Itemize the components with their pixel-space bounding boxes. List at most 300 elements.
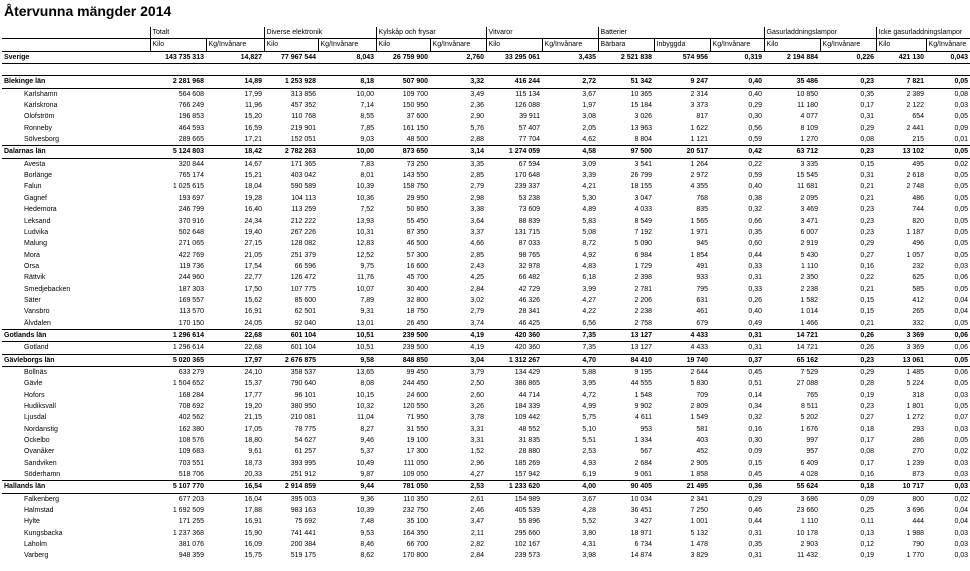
table-cell: 45 700 — [406, 274, 429, 282]
group-header: Batterier — [598, 27, 764, 39]
table-cell: 170 150 — [178, 319, 204, 327]
table-cell: 2,88 — [470, 136, 485, 144]
table-cell: 703 551 — [178, 459, 204, 467]
table-cell: 10 850 — [796, 90, 819, 98]
table-cell: 16,09 — [244, 541, 263, 549]
table-cell: 109 683 — [178, 448, 204, 456]
table-cell: 3 026 — [634, 113, 653, 121]
table-cell: 21,15 — [244, 414, 263, 422]
table-cell: 7,35 — [542, 329, 598, 341]
row-label: Avesta — [24, 160, 46, 168]
table-cell: 10 365 — [630, 90, 653, 98]
row-label: Bollnäs — [24, 368, 47, 376]
table-cell: 6 734 — [634, 541, 653, 549]
table-cell: 848 850 — [376, 354, 430, 366]
table-row — [2, 100, 970, 111]
region-row — [2, 146, 970, 158]
table-cell: 0,27 — [860, 414, 875, 422]
table-cell: 162 380 — [178, 425, 204, 433]
row-label: Mora — [24, 251, 40, 259]
table-cell: 0,21 — [860, 319, 875, 327]
table-cell: 0,56 — [748, 124, 763, 132]
table-cell: 39 911 — [519, 113, 541, 121]
table-cell: 0,12 — [860, 541, 875, 549]
table-cell: 9 195 — [634, 368, 653, 376]
table-cell: 0,05 — [954, 285, 969, 293]
unit-header: Kilo — [876, 39, 926, 51]
table-cell: 7,85 — [360, 124, 375, 132]
table-cell: 1 478 — [690, 541, 709, 549]
table-cell: 0,05 — [954, 172, 969, 180]
table-cell: 270 — [912, 448, 925, 456]
region-row — [2, 76, 970, 88]
table-cell: 28 341 — [518, 308, 541, 316]
table-cell: 1 334 — [634, 437, 653, 445]
table-cell: 4 611 — [635, 414, 653, 422]
table-cell: 0,23 — [860, 217, 875, 225]
table-cell: 3 335 — [800, 160, 819, 168]
table-cell: 2,50 — [470, 380, 485, 388]
table-cell: 10,51 — [356, 344, 375, 352]
table-cell: 7 529 — [800, 368, 819, 376]
table-cell: 3,35 — [470, 160, 485, 168]
table-cell: 35 100 — [406, 518, 429, 526]
table-cell: 1 485 — [906, 368, 925, 376]
table-cell: 87 350 — [406, 228, 429, 236]
table-row — [2, 123, 970, 134]
table-cell: 7,35 — [582, 344, 597, 352]
table-cell: 13 963 — [630, 124, 653, 132]
table-cell: 109 050 — [402, 471, 429, 479]
table-cell: 21,05 — [244, 251, 263, 259]
row-label: Borlänge — [24, 172, 53, 180]
row-label: Hylte — [24, 518, 40, 526]
table-cell: 13 061 — [876, 354, 926, 366]
table-cell: 421 130 — [876, 51, 926, 63]
table-cell: 0,18 — [860, 425, 875, 433]
table-cell: 0,35 — [748, 228, 763, 236]
table-cell: 193 697 — [178, 194, 204, 202]
table-cell: 2,53 — [430, 481, 486, 493]
table-cell: 5 124 803 — [150, 146, 206, 158]
table-cell: 507 900 — [376, 76, 430, 88]
table-cell: 0,06 — [954, 368, 969, 376]
table-cell: 246 799 — [178, 206, 204, 214]
table-cell: 8,27 — [360, 425, 375, 433]
unit-header: Kg/Invånare — [542, 39, 598, 51]
table-cell: 9,61 — [248, 448, 263, 456]
header-unit-row — [2, 39, 970, 51]
table-cell: 48 552 — [518, 425, 541, 433]
table-cell: 104 113 — [291, 194, 317, 202]
table-cell: 0,05 — [954, 228, 969, 236]
table-cell — [542, 64, 598, 76]
row-label: Ockelbo — [24, 437, 50, 445]
table-cell: 2 684 — [634, 459, 653, 467]
row-label: Hofors — [24, 391, 45, 399]
table-cell: 0,03 — [954, 102, 969, 110]
unit-header: Bärbara — [598, 39, 654, 51]
table-cell: 16 600 — [406, 262, 429, 270]
row-label: Smedjebacken — [24, 285, 71, 293]
table-cell: 15,21 — [244, 172, 263, 180]
unit-header: Inbyggda — [654, 39, 710, 51]
row-label: Gävle — [24, 380, 43, 388]
table-cell: 4 433 — [654, 329, 710, 341]
table-cell: 3,78 — [470, 414, 485, 422]
table-cell: 3 541 — [634, 160, 653, 168]
table-cell: 4,19 — [430, 329, 486, 341]
table-cell: 32 800 — [406, 296, 429, 304]
table-row — [2, 250, 970, 261]
table-cell: 20,33 — [244, 471, 263, 479]
table-cell: 23 660 — [796, 507, 819, 515]
table-cell: 75 692 — [294, 518, 317, 526]
table-cell: 5 132 — [690, 529, 709, 537]
table-cell: 519 175 — [290, 552, 317, 560]
table-cell: 0,29 — [860, 240, 875, 248]
table-cell: 0,40 — [748, 90, 763, 98]
table-cell: 0,319 — [710, 51, 764, 63]
table-cell: 0,26 — [748, 296, 763, 304]
table-cell: 9,75 — [360, 262, 375, 270]
table-cell: 99 450 — [406, 368, 429, 376]
table-cell: 0,03 — [954, 552, 969, 560]
table-cell: 90 405 — [598, 481, 654, 493]
table-cell: 51 342 — [598, 76, 654, 88]
table-cell: 2,60 — [470, 391, 485, 399]
table-cell: 0,23 — [860, 206, 875, 214]
table-cell: 10,36 — [356, 194, 375, 202]
table-cell: 0,40 — [748, 308, 763, 316]
table-cell: 14,67 — [244, 160, 263, 168]
table-cell: 0,13 — [860, 529, 875, 537]
table-cell: 2,79 — [470, 308, 485, 316]
table-cell: 5,76 — [470, 124, 485, 132]
table-cell: 32 978 — [518, 262, 541, 270]
table-cell: 0,35 — [860, 90, 875, 98]
table-row — [2, 158, 970, 170]
table-cell: 11 681 — [797, 183, 819, 191]
table-cell: 3,435 — [542, 51, 598, 63]
table-cell: 0,21 — [860, 285, 875, 293]
unit-header: Kg/Invånare — [430, 39, 486, 51]
table-cell: 4 033 — [634, 206, 653, 214]
row-label: Rättvik — [24, 274, 46, 282]
table-cell: 2,760 — [430, 51, 486, 63]
table-cell: 18 155 — [630, 183, 653, 191]
table-row — [2, 284, 970, 295]
table-row — [2, 342, 970, 354]
table-cell: 0,28 — [860, 380, 875, 388]
table-cell: 625 — [912, 274, 925, 282]
table-cell: 1,52 — [470, 448, 485, 456]
row-label: Nordanstig — [24, 425, 58, 433]
table-cell: 8,18 — [318, 76, 376, 88]
table-cell: 10,31 — [356, 228, 375, 236]
table-cell: 289 665 — [178, 136, 204, 144]
table-cell: 143 550 — [402, 172, 429, 180]
row-label: Ronneby — [24, 124, 53, 132]
table-cell: 67 594 — [518, 160, 541, 168]
unit-header: Kilo — [486, 39, 542, 51]
table-cell: 28 880 — [518, 448, 541, 456]
table-cell: 66 482 — [518, 274, 541, 282]
table-cell: 219 901 — [290, 124, 317, 132]
table-cell: 3,31 — [470, 425, 485, 433]
table-cell: 31 835 — [518, 437, 541, 445]
table-cell: 1 854 — [690, 251, 709, 259]
table-cell: 0,31 — [748, 529, 763, 537]
table-cell: 1 729 — [634, 262, 653, 270]
row-label: Hallands län — [2, 481, 150, 493]
row-label: Gotlands län — [2, 329, 150, 341]
table-cell: 267 226 — [290, 228, 317, 236]
table-cell: 0,38 — [748, 194, 763, 202]
table-cell: 800 — [912, 495, 925, 503]
table-cell: 444 — [912, 518, 925, 526]
table-cell: 491 — [696, 262, 709, 270]
table-cell: 3 686 — [800, 495, 819, 503]
table-cell: 0,11 — [860, 518, 875, 526]
table-cell: 4,22 — [582, 308, 597, 316]
row-label: Sandviken — [24, 459, 57, 467]
table-cell: 679 — [696, 319, 709, 327]
table-cell: 654 — [912, 113, 925, 121]
table-cell: 8,55 — [360, 113, 375, 121]
table-cell: 4,21 — [582, 183, 597, 191]
table-row — [2, 539, 970, 550]
table-cell — [876, 64, 926, 76]
table-cell: 2 122 — [906, 102, 925, 110]
table-cell: 2 398 — [634, 274, 653, 282]
table-cell: 1 057 — [906, 251, 925, 259]
table-cell: 3,99 — [582, 285, 597, 293]
table-cell: 601 104 — [264, 329, 318, 341]
table-cell: 781 050 — [376, 481, 430, 493]
table-cell: 109 700 — [402, 90, 429, 98]
table-cell: 0,05 — [954, 206, 969, 214]
table-cell: 13 127 — [598, 329, 654, 341]
table-cell: 452 — [696, 448, 709, 456]
table-cell: 244 450 — [402, 380, 429, 388]
table-cell: 1 270 — [800, 136, 819, 144]
table-cell: 210 081 — [290, 414, 317, 422]
table-cell: 358 537 — [290, 368, 317, 376]
table-cell: 820 — [912, 217, 925, 225]
table-cell: 14 874 — [630, 552, 653, 560]
table-cell: 157 942 — [514, 471, 541, 479]
table-row — [2, 378, 970, 389]
table-cell: 9 902 — [634, 403, 653, 410]
table-cell: 0,03 — [954, 425, 969, 433]
table-cell: 0,31 — [748, 274, 763, 282]
table-row — [2, 424, 970, 435]
row-label: Sölvesborg — [24, 136, 60, 144]
table-cell: 46 326 — [518, 296, 541, 304]
table-cell: 17,97 — [206, 354, 264, 366]
table-cell: 4 355 — [690, 183, 709, 191]
table-cell: 239 337 — [514, 183, 541, 191]
table-cell: 1 504 652 — [172, 380, 204, 388]
table-row — [2, 469, 970, 481]
table-cell: 5 830 — [690, 380, 709, 388]
table-cell: 2 095 — [800, 194, 819, 202]
table-cell: 10,51 — [318, 329, 376, 341]
table-cell: 370 916 — [178, 217, 204, 225]
table-cell: 22,68 — [244, 344, 263, 352]
table-cell: 0,08 — [954, 90, 969, 98]
table-cell: 15 545 — [796, 172, 819, 180]
table-cell: 185 269 — [514, 459, 541, 467]
table-cell: 633 279 — [178, 368, 204, 376]
table-cell: 0,03 — [954, 262, 969, 270]
table-cell: 0,16 — [860, 262, 875, 270]
table-cell — [654, 64, 710, 76]
table-cell: 1 253 928 — [264, 76, 318, 88]
table-cell: 2 281 968 — [150, 76, 206, 88]
table-cell: 0,07 — [954, 414, 969, 422]
table-cell: 0,26 — [820, 329, 876, 341]
table-cell: 5,83 — [582, 217, 597, 225]
table-cell: 0,49 — [748, 319, 763, 327]
table-cell: 22,68 — [206, 329, 264, 341]
table-cell: 0,15 — [860, 308, 875, 316]
table-cell: 2,61 — [470, 495, 485, 503]
table-cell: 73 250 — [406, 160, 429, 168]
table-cell: 8 511 — [801, 403, 819, 410]
table-cell: 1 296 614 — [172, 344, 204, 352]
table-cell: 8,72 — [582, 240, 597, 248]
table-cell: 12,52 — [356, 251, 375, 259]
table-cell: 0,60 — [748, 240, 763, 248]
table-cell: 3,38 — [470, 206, 485, 214]
table-cell: 957 — [806, 448, 819, 456]
table-cell: 4,28 — [582, 507, 597, 515]
table-cell: 293 — [912, 425, 925, 433]
table-cell: 765 — [806, 391, 819, 399]
table-cell: 4,27 — [470, 471, 485, 479]
table-cell: 817 — [696, 113, 709, 121]
table-cell: 0,36 — [710, 481, 764, 493]
table-cell: 933 — [696, 274, 709, 282]
table-cell: 0,15 — [860, 296, 875, 304]
table-cell: 3,49 — [470, 90, 485, 98]
table-cell: 158 750 — [402, 183, 429, 191]
table-cell: 4,72 — [582, 391, 597, 399]
table-cell: 997 — [806, 437, 819, 445]
table-cell: 65 162 — [764, 354, 820, 366]
table-cell: 3 696 — [906, 507, 925, 515]
table-cell: 313 856 — [290, 90, 317, 98]
table-cell: 0,23 — [820, 146, 876, 158]
table-cell: 790 — [912, 541, 925, 549]
table-cell: 110 350 — [403, 495, 429, 503]
table-cell: 102 167 — [514, 541, 541, 549]
table-cell: 0,06 — [926, 329, 970, 341]
table-cell: 187 303 — [178, 285, 204, 293]
table-cell: 244 960 — [178, 274, 204, 282]
table-cell: 332 — [912, 319, 925, 327]
table-cell: 0,05 — [954, 437, 969, 445]
table-cell: 15,37 — [244, 380, 263, 388]
table-cell: 215 — [912, 136, 925, 144]
table-cell: 16,91 — [244, 518, 263, 526]
table-cell: 110 768 — [291, 113, 317, 121]
table-cell: 2 314 — [690, 90, 709, 98]
table-cell: 2 350 — [800, 274, 819, 282]
table-cell: 0,44 — [748, 518, 763, 526]
table-cell: 16,59 — [244, 124, 263, 132]
table-cell: 170 648 — [514, 172, 541, 180]
table-cell: 3,31 — [470, 437, 485, 445]
table-cell: 1 988 — [906, 529, 925, 537]
table-row — [2, 550, 970, 561]
table-cell: 8,043 — [318, 51, 376, 63]
table-row — [2, 458, 970, 469]
table-cell: 590 589 — [290, 183, 317, 191]
table-cell: 36 451 — [630, 507, 653, 515]
table-cell: 765 174 — [178, 172, 204, 180]
table-cell — [926, 64, 970, 76]
table-cell: 709 — [696, 391, 709, 399]
row-label: Söderhamn — [24, 471, 61, 479]
table-cell — [264, 64, 318, 76]
row-label: Ludvika — [24, 228, 49, 236]
table-cell — [764, 64, 820, 76]
page-title: Återvunna mängder 2014 — [4, 3, 172, 19]
table-cell: 20 517 — [654, 146, 710, 158]
table-cell: 4,58 — [542, 146, 598, 158]
table-cell: 3 047 — [634, 194, 653, 202]
table-cell: 2 905 — [690, 459, 709, 467]
table-cell: 87 033 — [518, 240, 541, 248]
table-cell: 5 020 365 — [150, 354, 206, 366]
table-cell: 1 549 — [690, 414, 709, 422]
table-cell: 251 379 — [290, 251, 317, 259]
table-cell: 11 180 — [797, 102, 819, 110]
table-row — [2, 227, 970, 238]
table-cell: 1 121 — [690, 136, 709, 144]
table-cell: 9,03 — [360, 136, 375, 144]
table-cell: 0,25 — [860, 507, 875, 515]
table-cell: 164 350 — [402, 529, 429, 537]
row-label: Älvdalen — [24, 319, 51, 327]
table-cell: 416 244 — [486, 76, 542, 88]
table-cell: 403 042 — [290, 172, 317, 180]
table-cell: 17,77 — [244, 391, 263, 399]
table-cell: 7,52 — [360, 206, 375, 214]
table-cell: 581 — [696, 425, 709, 433]
table-cell: 8,01 — [360, 172, 375, 180]
table-cell: 0,09 — [954, 124, 969, 132]
table-row — [2, 88, 970, 100]
table-cell: 7 821 — [876, 76, 926, 88]
table-cell: 0,59 — [748, 136, 763, 144]
table-cell: 8 549 — [634, 217, 653, 225]
table-cell: 1 274 059 — [486, 146, 542, 158]
table-cell: 55 896 — [518, 518, 541, 526]
table-cell: 0,05 — [954, 403, 969, 410]
table-cell: 386 865 — [514, 380, 541, 388]
table-cell: 631 — [696, 296, 709, 304]
row-label: Karlshamn — [24, 90, 58, 98]
table-cell: 1 692 509 — [172, 507, 204, 515]
table-cell: 14,89 — [206, 76, 264, 88]
table-cell: 13,65 — [356, 368, 375, 376]
row-label: Gävleborgs län — [2, 354, 150, 366]
table-cell: 1 233 620 — [486, 481, 542, 493]
